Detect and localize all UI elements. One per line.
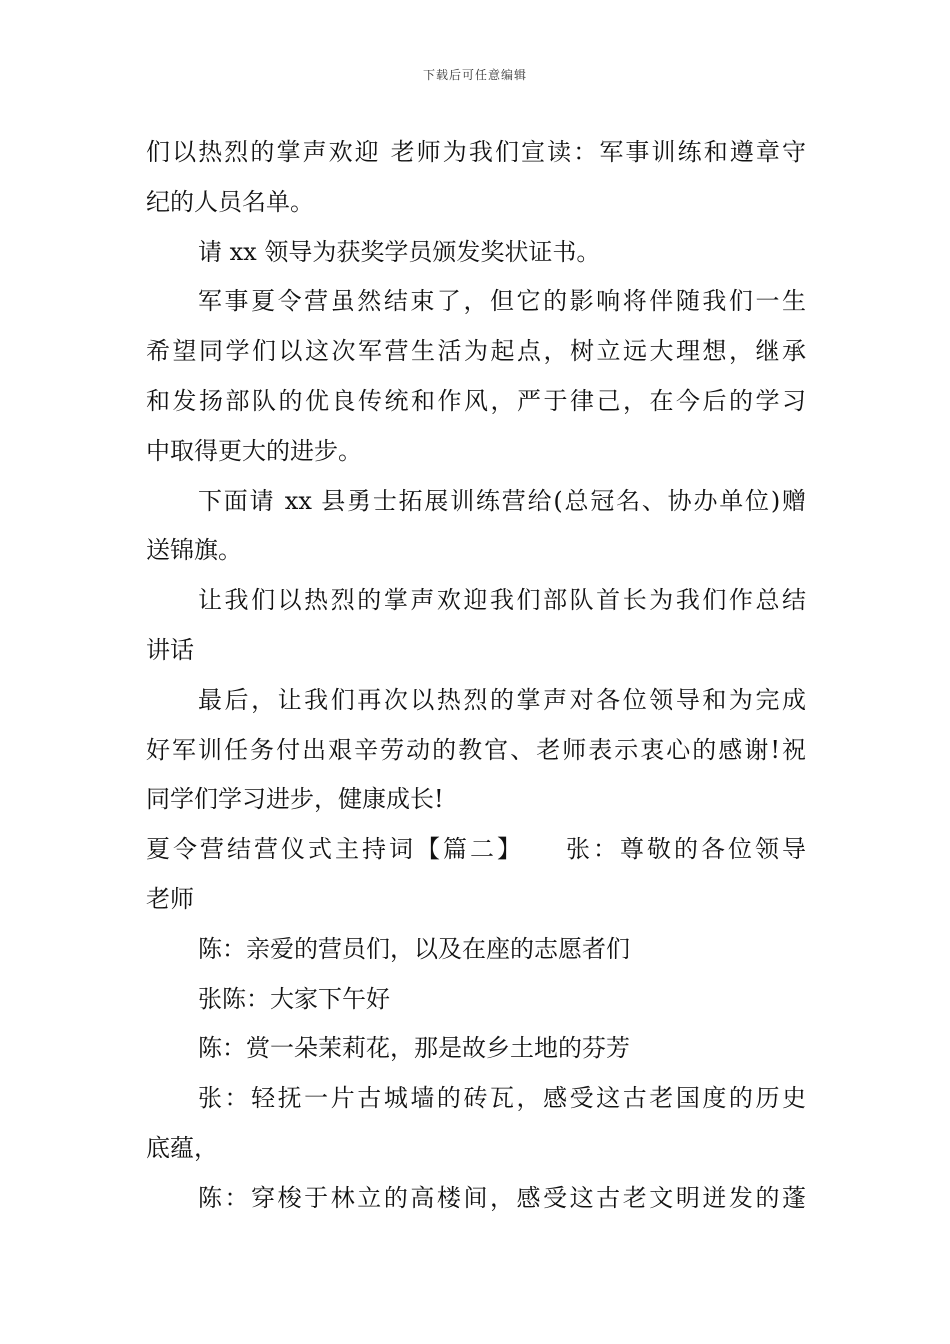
document-body: [146, 128, 806, 1224]
text-line: 们以热烈的掌声欢迎 老师为我们宣读：军事训练和遵章守: [146, 138, 806, 166]
text-line: 让我们以热烈的掌声欢迎我们部队首长为我们作总结: [198, 586, 806, 615]
text-line: 张陈：大家下午好: [198, 984, 390, 1013]
text-line: 请 xx 领导为获奖学员颁发奖状证书。: [198, 237, 601, 266]
text-line: 军事夏令营虽然结束了，但它的影响将伴随我们一生: [198, 287, 806, 316]
text-line: 夏令营结营仪式主持词【篇二】 张：尊敬的各位领导: [146, 835, 806, 864]
text-line: 最后，让我们再次以热烈的掌声对各位领导和为完成: [198, 685, 806, 714]
text-line: 好军训任务付出艰辛劳动的教官、老师表示衷心的感谢!祝: [146, 735, 806, 764]
page-header-note: 下载后可任意编辑: [422, 68, 527, 82]
text-line: 同学们学习进步，健康成长!: [146, 785, 444, 814]
text-line: 纪的人员名单。: [146, 187, 314, 216]
text-line: 底蕴，: [146, 1133, 218, 1162]
text-line: 老师: [146, 884, 194, 913]
text-line: 陈：穿梭于林立的高楼间，感受这古老文明迸发的蓬: [198, 1183, 806, 1212]
text-line: 送锦旗。: [146, 536, 242, 565]
text-line: 希望同学们以这次军营生活为起点，树立远大理想，继承: [146, 337, 806, 366]
text-line: 和发扬部队的优良传统和作风，严于律己，在今后的学习: [146, 386, 806, 415]
text-line: 陈：亲爱的营员们，以及在座的志愿者们: [198, 934, 630, 963]
text-line: 中取得更大的进步。: [146, 436, 362, 465]
text-line: 下面请 xx 县勇士拓展训练营给(总冠名、协办单位)赠: [198, 486, 806, 515]
text-line: 陈：赏一朵茉莉花，那是故乡土地的芬芳: [198, 1034, 630, 1063]
text-line: 张：轻抚一片古城墙的砖瓦，感受这古老国度的历史: [198, 1084, 806, 1113]
text-line: 讲话: [146, 635, 194, 664]
